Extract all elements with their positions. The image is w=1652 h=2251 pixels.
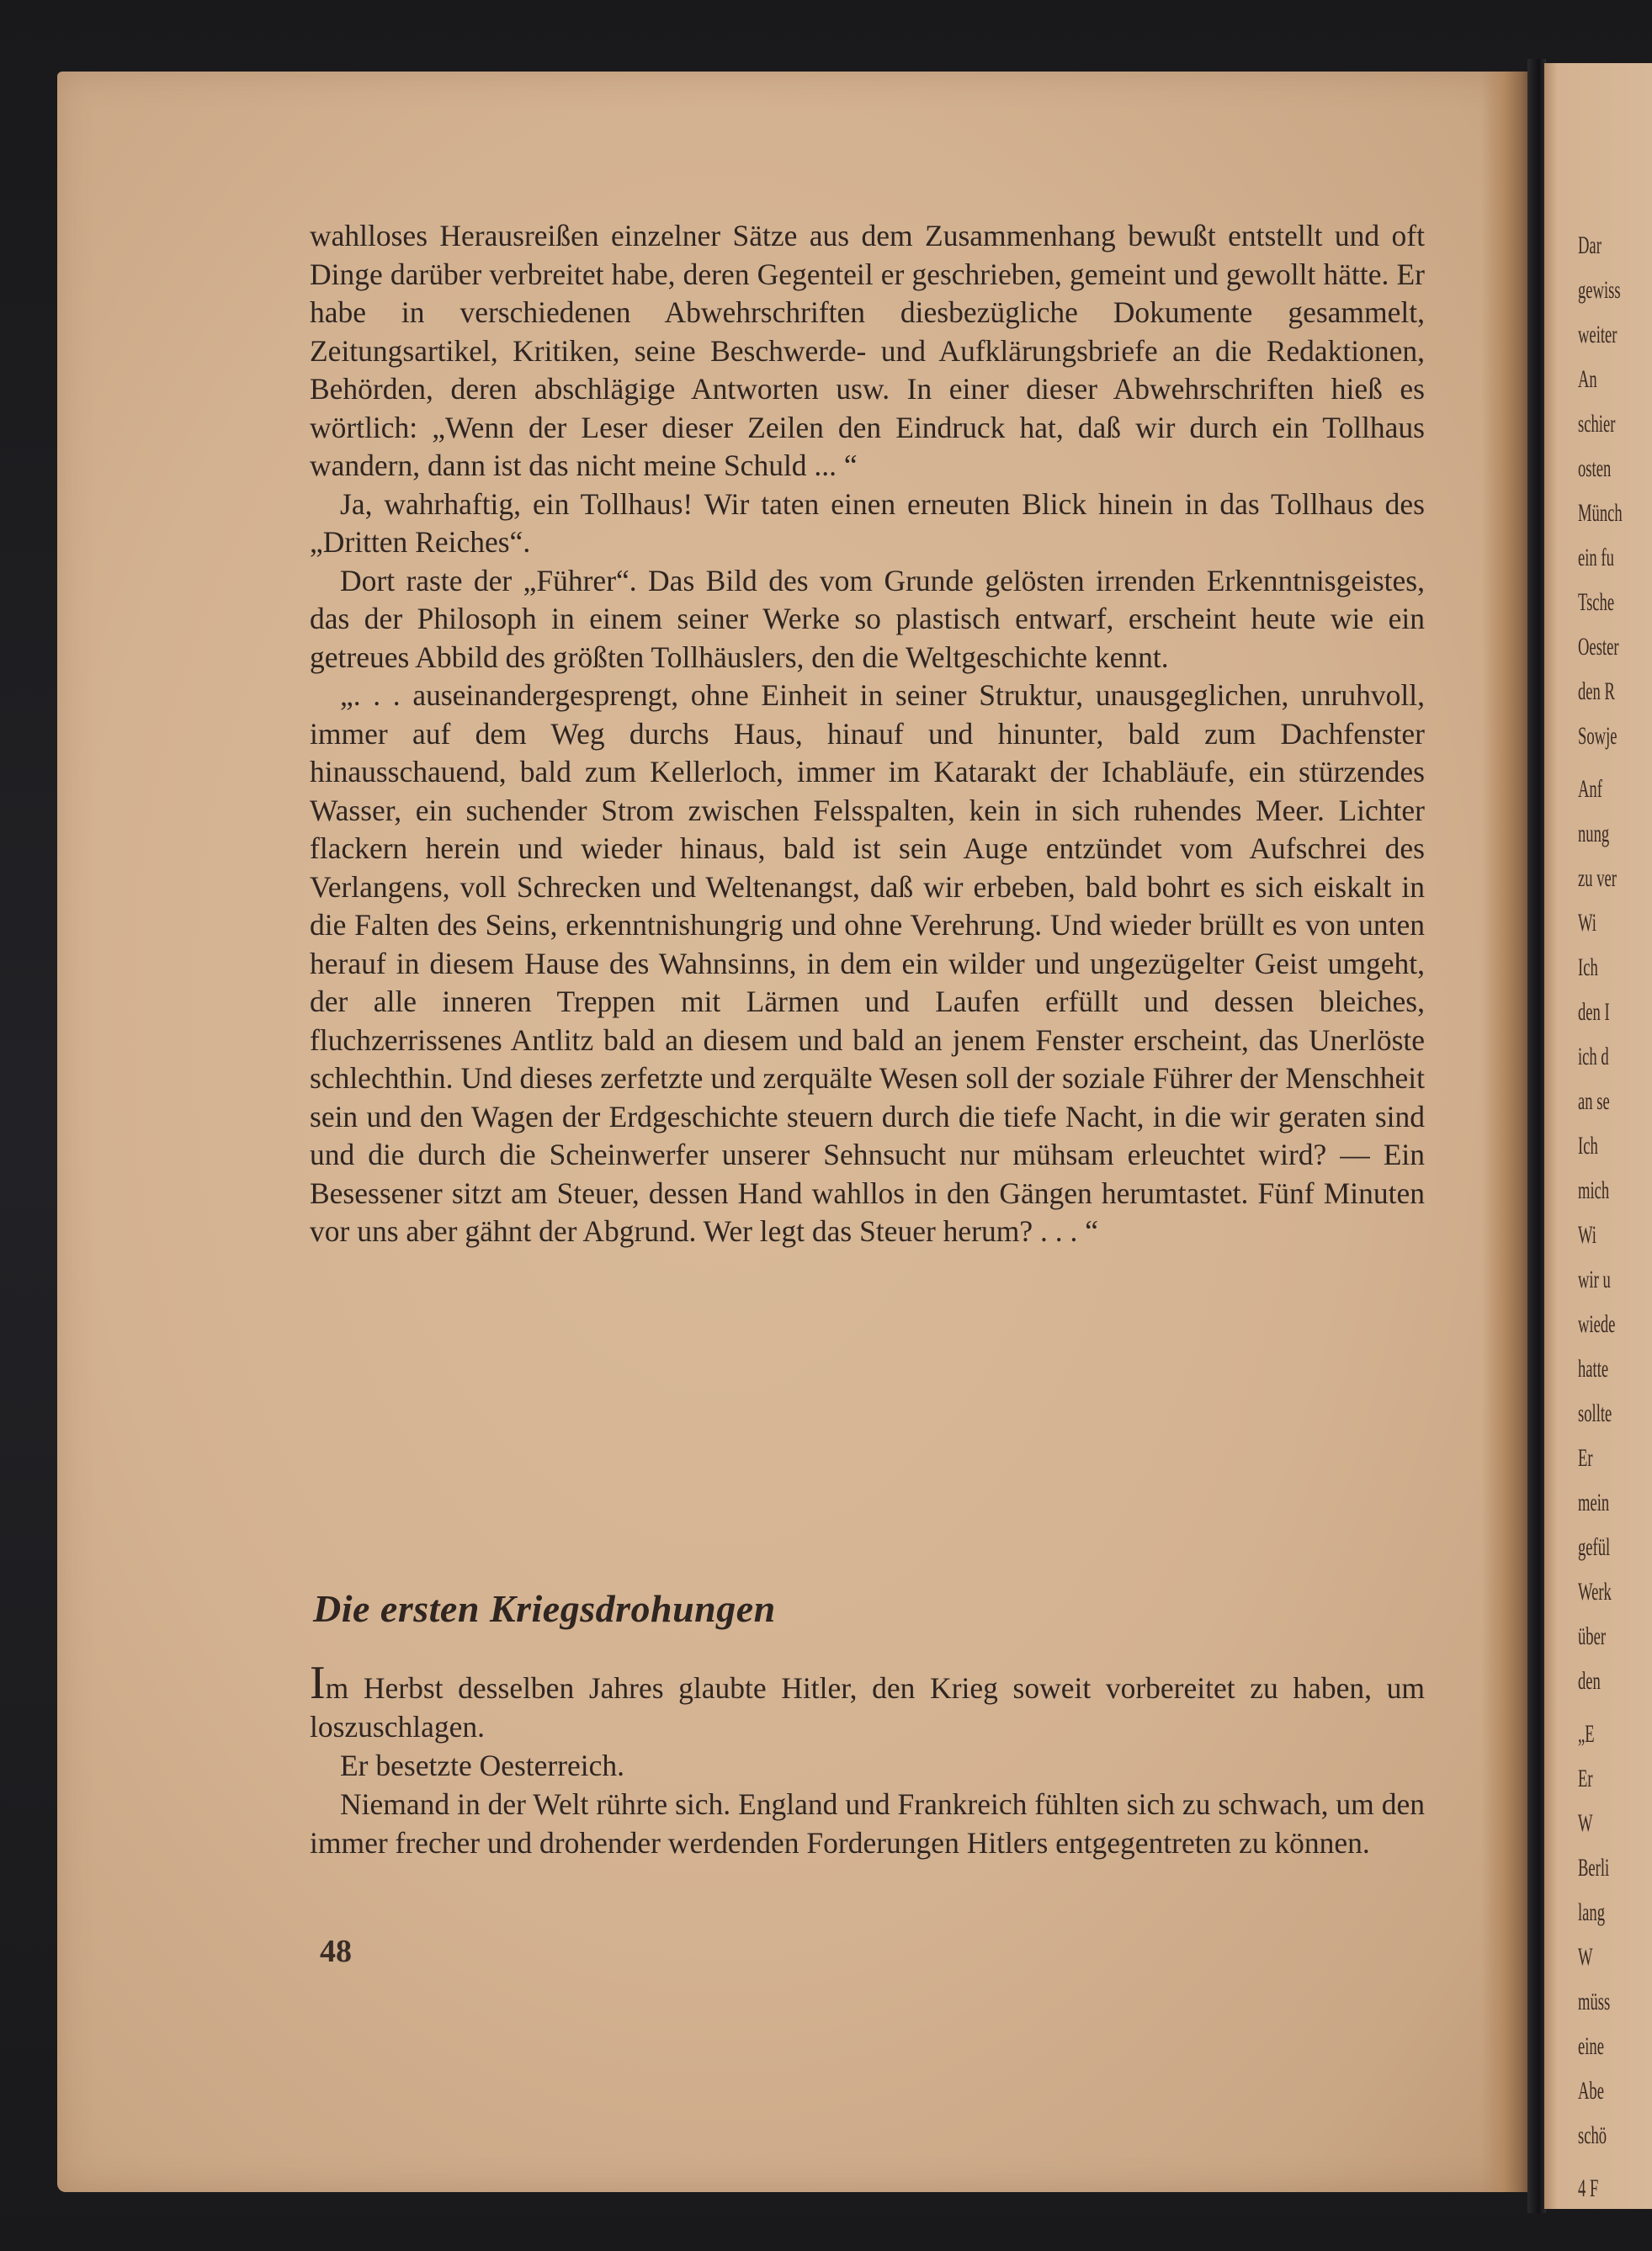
paragraph-continued: wahlloses Herausreißen einzelner Sätze aus dem Zusammenhang bewußt entstellt und oft Dinge darüber verbreitet habe, deren Gegenteil er geschrieben, gemeint und gewollt hätte. Er habe in verschiedenen Abwehrschriften diesbezügliche Dokumente gesammelt, Zeitungsartikel, Kritiken, seine Beschwerde- und Aufklärungsbriefe an die Redaktionen, Behörden, deren abschlägige Antworten usw. In einer dieser Abwehrschriften hieß es wörtlich: „Wenn der Leser dieser Zeilen den Eindruck hat, daß wir durch ein Tollhaus wandern, dann ist das nicht meine Schuld ... “ — [310, 219, 1425, 482]
paragraph-tollhaus: Ja, wahrhaftig, ein Tollhaus! Wir taten einen erneuten Blick hinein in das Tollhaus des „Dritten Reiches“. — [310, 486, 1425, 559]
drop-cap: I — [310, 1657, 326, 1709]
paragraph-quotation: „. . . auseinandergesprengt, ohne Einheit in seiner Struktur, unausgeglichen, unruhvoll, immer auf dem Weg durchs Haus, hinauf und hinunter, bald zum Dachfenster hinausschauend, bald zum Kellerloch, immer im Katarakt der Ichabläufe, ein stürzendes Wasser, ein suchender Strom zwischen Felsspalten, kein in sich ruhendes Meer. Lichter flackern herein und wieder hinaus, bald ist sein Auge entzündet vom Aufschrei des Verlangens, voll Schrecken und Weltenangst, daß wir erbeben, bald bohrt es sich eiskalt in die Falten des Seins, erkenntnishungrig und ohne Verehrung. Und wieder brüllt es von unten herauf in diesem Hause des Wahnsinns, in dem ein wilder und ungezügelter Geist umgeht, der alle inneren Treppen mit Lärmen und Laufen erfüllt und dessen bleiches, fluchzerrissenes Antlitz bald an diesem und bald an jenem Fenster erscheint, das Unerlöste schlechthin. Und dieses zerfetzte und zerquälte Wesen soll der soziale Führer der Menschheit sein und den Wagen der Erdgeschichte steuern durch die tiefe Nacht, in die wir geraten sind und die durch die Scheinwerfer unserer Sehnsucht nur mühsam erleuchtet wird? — Ein Besessener sitzt am Steuer, dessen Hand wahllos in den Gängen herumtastet. Fünf Minuten vor uns aber gähnt der Abgrund. Wer legt das Steuer herum? . . . “ — [310, 678, 1425, 1248]
facing-fragment: Wi — [1578, 909, 1596, 937]
facing-fragment: mein — [1578, 1489, 1610, 1516]
facing-fragment: gefül — [1578, 1533, 1611, 1561]
facing-fragment: zu ver — [1578, 864, 1617, 892]
facing-fragment: ein fu — [1578, 544, 1614, 571]
facing-fragment: ich d — [1578, 1043, 1609, 1070]
facing-fragment: hatte — [1578, 1355, 1609, 1383]
facing-fragment: Münch — [1578, 499, 1623, 527]
facing-fragment: Werk — [1578, 1578, 1612, 1606]
section-paragraph-3: Niemand in der Welt rührte sich. England und Frankreich fühlten sich zu schwach, um den immer frecher und drohender werdenden Forderungen Hitlers entgegentreten zu können. — [310, 1787, 1425, 1860]
facing-fragment: gewiss — [1578, 276, 1621, 304]
facing-fragment: an se — [1578, 1087, 1610, 1115]
facing-fragment: schö — [1578, 2121, 1607, 2149]
facing-fragment: Er — [1578, 1444, 1593, 1472]
facing-fragment: 4 F — [1578, 2174, 1599, 2202]
facing-fragment: W — [1578, 1809, 1593, 1837]
facing-fragment: Ich — [1578, 1132, 1598, 1160]
facing-fragment: sollte — [1578, 1399, 1612, 1427]
facing-fragment: über — [1578, 1622, 1607, 1650]
facing-fragment: müss — [1578, 1988, 1611, 2015]
facing-fragment: Sowje — [1578, 722, 1617, 750]
section-paragraph-1 — [310, 1657, 1425, 1746]
paragraph-fuehrer: Dort raste der „Führer“. Das Bild des vom Grunde gelösten irrenden Erkenntnisgeistes, das der Philosoph in einem seiner Werke so plastisch entwarf, erscheint heute wie ein getreues Abbild des größten Tollhäuslers, den die Weltgeschichte kennt. — [310, 563, 1425, 674]
facing-fragment: Berli — [1578, 1854, 1610, 1882]
facing-fragment: Ich — [1578, 953, 1598, 981]
facing-fragment: wiede — [1578, 1310, 1616, 1338]
page-number: 48 — [320, 1934, 352, 1969]
facing-fragment: Oester — [1578, 633, 1619, 661]
facing-fragment: weiter — [1578, 321, 1617, 348]
section-body — [310, 1657, 1425, 1862]
facing-fragment: Tsche — [1578, 588, 1615, 616]
facing-fragment: den R — [1578, 677, 1615, 705]
facing-fragment: Anf — [1578, 775, 1602, 803]
facing-fragment: „E — [1578, 1720, 1595, 1748]
facing-fragment: eine — [1578, 2032, 1604, 2060]
facing-fragment: den I — [1578, 998, 1610, 1026]
facing-fragment: Wi — [1578, 1221, 1596, 1249]
page-gutter — [1481, 72, 1532, 2192]
facing-fragment: W — [1578, 1943, 1593, 1971]
section-paragraph-1-text: m Herbst desselben Jahres glaubte Hitler, den Krieg soweit vorbereitet zu haben, um loszuschlagen. — [310, 1671, 1425, 1744]
facing-fragment: mich — [1578, 1176, 1610, 1204]
facing-fragment: osten — [1578, 454, 1612, 482]
facing-fragment: lang — [1578, 1898, 1606, 1926]
body-text — [310, 217, 1425, 1251]
facing-fragment: An — [1578, 365, 1597, 393]
facing-fragment: Er — [1578, 1765, 1593, 1792]
facing-fragment: schier — [1578, 410, 1616, 438]
facing-fragment: Abe — [1578, 2077, 1604, 2105]
section-heading: Die ersten Kriegsdrohungen — [313, 1587, 776, 1630]
section-paragraph-2: Er besetzte Oesterreich. — [340, 1749, 625, 1782]
facing-fragment: nung — [1578, 820, 1610, 847]
facing-fragment: den — [1578, 1667, 1601, 1695]
facing-fragment: Dar — [1578, 231, 1602, 259]
facing-fragment: wir u — [1578, 1266, 1611, 1293]
book-spine-gap — [1527, 59, 1546, 2213]
facing-page-edge — [1544, 63, 1652, 2209]
